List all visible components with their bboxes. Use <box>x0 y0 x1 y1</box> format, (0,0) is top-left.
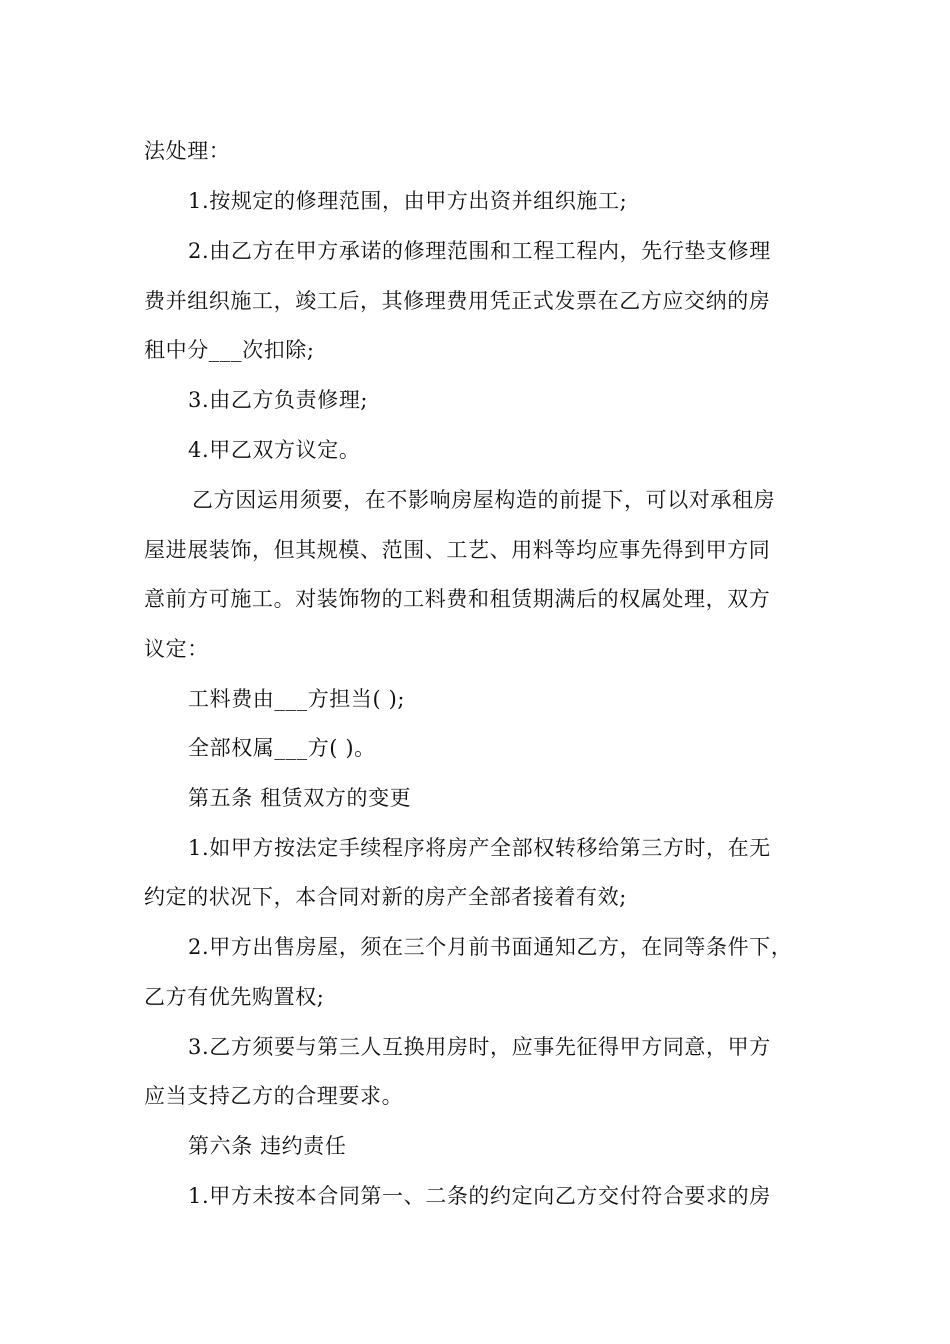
text-line: 3.乙方须要与第三人互换用房时，应事先征得甲方同意，甲方 <box>188 1035 771 1059</box>
text-line: 屋进展装饰，但其规模、范围、工艺、用料等均应事先得到甲方同 <box>144 538 771 562</box>
text-line: 乙方有优先购置权; <box>144 985 325 1009</box>
text-line: 费并组织施工，竣工后，其修理费用凭正式发票在乙方应交纳的房 <box>144 289 771 313</box>
text-line: 1.如甲方按法定手续程序将房产全部权转移给第三方时，在无 <box>188 836 771 860</box>
text-line: 4.甲乙双方议定。 <box>188 438 361 462</box>
text-line: 意前方可施工。对装饰物的工料费和租赁期满后的权属处理，双方 <box>144 587 771 611</box>
text-line: 工料费由___方担当( ); <box>188 687 406 711</box>
text-line: 约定的状况下，本合同对新的房产全部者接着有效; <box>144 885 627 909</box>
text-line: 2.由乙方在甲方承诺的修理范围和工程工程内，先行垫支修理 <box>188 239 771 263</box>
text-line: 乙方因运用须要，在不影响房屋构造的前提下，可以对承租房 <box>192 488 776 512</box>
text-line: 应当支持乙方的合理要求。 <box>144 1084 404 1108</box>
text-line: 法处理： <box>144 139 231 163</box>
text-line: 1.甲方未按本合同第一、二条的约定向乙方交付符合要求的房 <box>188 1184 771 1208</box>
text-line: 3.由乙方负责修理; <box>188 388 369 412</box>
text-line: 议定： <box>144 637 209 661</box>
section-heading: 第五条 租赁双方的变更 <box>188 786 412 810</box>
text-line: 租中分___次扣除; <box>144 338 315 362</box>
section-heading: 第六条 违约责任 <box>188 1134 347 1158</box>
text-line: 1.按规定的修理范围，由甲方出资并组织施工; <box>188 189 628 213</box>
text-line: 全部权属___方( )。 <box>188 736 376 760</box>
text-line: 2.甲方出售房屋，须在三个月前书面通知乙方，在同等条件下， <box>188 935 793 959</box>
